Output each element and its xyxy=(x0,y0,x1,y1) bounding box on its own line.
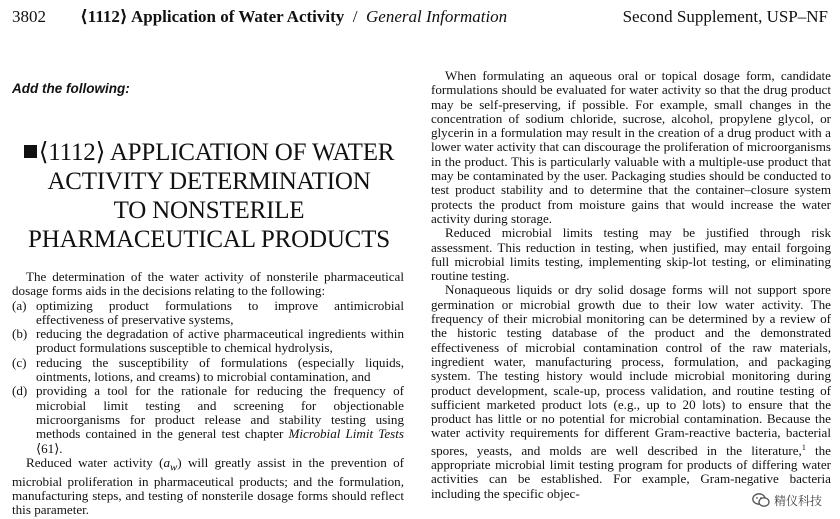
right-column xyxy=(431,69,831,501)
running-title xyxy=(80,7,507,27)
paragraph-formulating: When formulating an aqueous oral or topical dosage form, candidate formulations should be evaluated for water activity so that the drug product may be self-preserving, if possible. For example, small changes in the concentration of sodium chloride, sucrose, alcohol, propylene glycol, or glycerin in a formulation may result in the creation of a drug product with a lower water activity that can discourage the proliferation of microorganisms in the product. This is particularly valuable with a multiple-use product that may be contaminated by the user. Packaging studies should be conducted to test product stability and to determine that the container–closure system protects the product from moisture gains that would increase the water activity during storage. xyxy=(431,68,831,226)
paragraph-reduced-testing: Reduced microbial limits testing may be justified through risk assessment. This reduction in testing, when justified, may entail forgoing full microbial limits testing, implementing skip-lot testing, or eliminating routine testing. xyxy=(431,225,831,284)
section-name: General Information xyxy=(366,7,508,26)
water-activity-symbol: $a_w$ xyxy=(163,454,178,474)
heading-line-1: ⟨1112⟩ APPLICATION OF WATER xyxy=(10,138,408,167)
watermark xyxy=(748,489,826,511)
chapter-heading xyxy=(10,138,408,254)
insert-marker-icon xyxy=(24,145,37,158)
intro-paragraph: The determination of the water activity of nonsterile pharmaceutical dosage forms aids in the decisions relating to the following: xyxy=(12,269,404,299)
heading-line-4: PHARMACEUTICAL PRODUCTS xyxy=(28,226,390,253)
list-item-d: (d) providing a tool for the rationale for reducing the frequency of microbial limit testing and screening for objectionable microorganisms for product release and stability testing using methods contained in the general test chapter Microbial Limit Tests ⟨61⟩. xyxy=(12,383,404,456)
chapter-title: ⟨1112⟩ Application of Water Activity xyxy=(80,7,345,26)
list-marker: (b) xyxy=(12,326,28,342)
list-item-a: (a) optimizing product formulations to improve antimicrobial effectiveness of preservative systems, xyxy=(12,297,404,327)
page-header xyxy=(0,0,840,34)
wechat-bubble-icon xyxy=(752,492,770,508)
list-marker: (c) xyxy=(12,354,27,370)
chapter-reference: Microbial Limit Tests xyxy=(288,426,404,442)
watermark-label: 精仪科技 xyxy=(773,493,822,508)
list-item-b: (b) reducing the degradation of active pharmaceutical ingredients within product formulations susceptible to chemical hydrolysis, xyxy=(12,326,404,356)
left-column xyxy=(12,270,404,518)
heading-line-2: ACTIVITY DETERMINATION xyxy=(47,168,371,195)
closing-paragraph: Reduced water activity $(a_w)$ will greatly assist in the prevention of microbial proliferation in pharmaceutical products; and the formulation, manufacturing steps, and testing of nonsterile dosage forms should reflect this parameter. xyxy=(12,454,404,518)
heading-line-3: TO NONSTERILE xyxy=(113,197,305,224)
supplement-label: Second Supplement, USP–NF xyxy=(622,7,828,26)
list-marker: (a) xyxy=(12,297,27,313)
page-number: 3802 xyxy=(12,7,46,26)
list-marker: (d) xyxy=(12,383,28,399)
add-notice: Add the following: xyxy=(12,81,130,96)
list-item-c: (c) reducing the susceptibility of formulations (especially liquids, ointments, lotions, and creams) to microbial contamination, and xyxy=(12,354,404,385)
paragraph-nonaqueous: Nonaqueous liquids or dry solid dosage forms will not support spore germination or microbial growth due to their low water activity. The frequency of their microbial monitoring can be determined by a review of the historic testing database of the product and the demonstrated effectiveness of microbial contamination control of the raw materials, ingredient water, manufacturing process, formulation, and packaging system. The testing history would include microbial monitoring during product development, scale-up, process validation, and routine testing of sufficient marketed product lots (e.g., up to 20 lots) to ensure that the product has little or no potential for microbial contamination. Because the water activity requirements for different Gram-reactive bacteria, bacterial spores, yeasts, and molds are well described in the literature,$^1$ the appropriate microbial limit testing program for products of differing water activities can be established. For example, Gram-negative bacteria including the specific objec- xyxy=(431,282,831,501)
footnote-ref: 1 xyxy=(801,442,806,452)
title-separator: / xyxy=(352,7,358,26)
